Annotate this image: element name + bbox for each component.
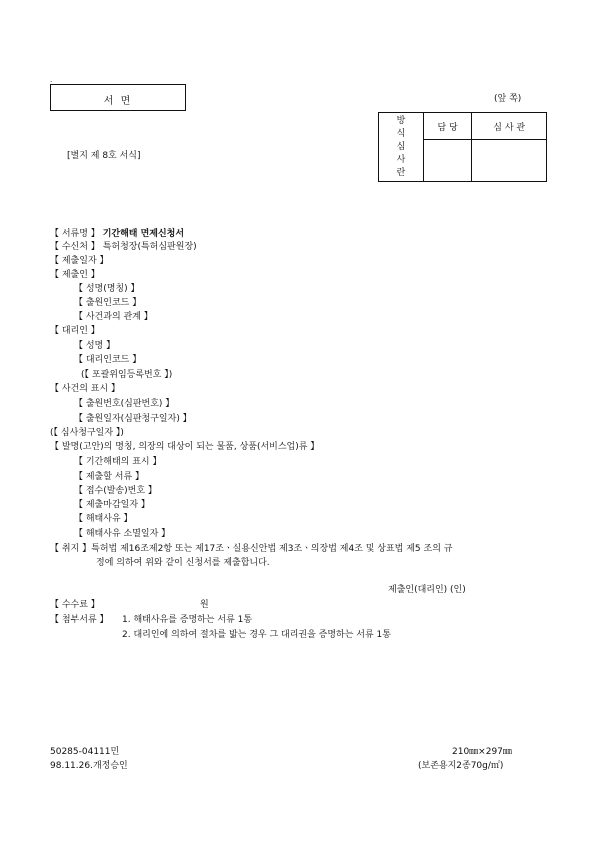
agent-name-label: 【 성명 】 — [74, 341, 116, 351]
submit-date-label: 【 제출일자 】 — [50, 256, 109, 266]
attachment-label: 【 첨부서류 】 — [50, 615, 109, 625]
review-label-char: 사 — [396, 154, 406, 165]
document-type-label: 서 면 — [103, 96, 133, 107]
review-table — [378, 112, 547, 182]
corner-dot: . — [50, 76, 53, 84]
page-side-label: (앞 쪽) — [494, 94, 522, 104]
review-officer-cell[interactable] — [424, 140, 472, 182]
review-label-char: 방 — [396, 115, 406, 126]
signature-line: 제출인(대리인) (인) — [388, 585, 466, 595]
fee-label: 【 수수료 】 — [50, 600, 100, 610]
purpose-row — [50, 543, 452, 556]
period-display-label: 【 기간해태의 표시 】 — [74, 457, 162, 467]
doc-name-value: 기간해태 면제신청서 — [102, 229, 185, 239]
review-label-char: 식 — [396, 128, 406, 139]
purpose-text-line1: 특허법 제16조제2항 또는 제17조ㆍ실용신안법 제3조ㆍ의장법 제4조 및 상표법 제5 조의 규 — [91, 544, 453, 554]
purpose-text-line2: 정에 의하여 위와 같이 신청서를 제출합니다. — [96, 558, 270, 568]
recipient-value: 특허청장(특허심판원장) — [102, 242, 197, 252]
recipient-label: 【 수신처 】 — [50, 242, 100, 252]
reason-end-label: 【 해태사유 소멸일자 】 — [74, 529, 171, 539]
paper-size: 210㎜×297㎜ — [452, 747, 512, 757]
reason-label: 【 해태사유 】 — [74, 514, 133, 524]
fee-unit: 원 — [200, 600, 209, 610]
agent-code-label: 【 대리인코드 】 — [74, 355, 142, 365]
doc-name-row — [50, 228, 184, 241]
document-type-box — [50, 84, 186, 111]
submitter-label: 【 제출인 】 — [50, 270, 100, 280]
case-date-label: 【 출원일자(심판청구일자) 】 — [74, 414, 192, 424]
paper-type: (보존용지2종70g/㎡) — [418, 761, 504, 771]
exam-date-label: (【 심사청구일자 】) — [50, 428, 124, 438]
form-code: 50285-04111민 — [50, 747, 120, 757]
review-label-char: 심 — [396, 141, 406, 152]
recipient-row — [50, 241, 197, 254]
approval-date: 98.11.26.개정승인 — [50, 761, 128, 771]
agent-label: 【 대리인 】 — [50, 326, 100, 336]
form-number: [별지 제 8호 서식] — [67, 151, 141, 161]
case-label: 【 사건의 표시 】 — [50, 384, 121, 394]
review-method-label — [379, 113, 424, 182]
attachment-item-1: 1. 해태사유를 증명하는 서류 1통 — [122, 615, 253, 625]
deadline-label: 【 제출마감일자 】 — [74, 500, 150, 510]
review-examiner-cell[interactable] — [472, 140, 547, 182]
submitter-relation-label: 【 사건과의 관계 】 — [74, 312, 153, 322]
review-col-examiner: 심 사 관 — [472, 113, 547, 140]
review-label-char: 란 — [396, 167, 406, 178]
review-col-officer: 담 당 — [424, 113, 472, 140]
submitter-name-label: 【 성명(명칭) 】 — [74, 284, 140, 294]
agent-registration-label: (【 포괄위임등록번호 】) — [81, 370, 173, 380]
submitter-code-label: 【 출원인코드 】 — [74, 298, 142, 308]
receipt-number-label: 【 접수(발송)번호 】 — [74, 486, 157, 496]
doc-to-submit-label: 【 제출할 서류 】 — [74, 472, 145, 482]
invention-title-label: 【 발명(고안)의 명칭, 의장의 대상이 되는 물품, 상품(서비스업)류 】 — [50, 442, 320, 452]
case-number-label: 【 출원번호(심판번호) 】 — [74, 399, 175, 409]
doc-name-label: 【 서류명 】 — [50, 229, 100, 239]
purpose-label: 【 취지 】 — [50, 544, 92, 554]
attachment-item-2: 2. 대리인에 의하여 절차를 밟는 경우 그 대리권을 증명하는 서류 1통 — [122, 630, 391, 640]
